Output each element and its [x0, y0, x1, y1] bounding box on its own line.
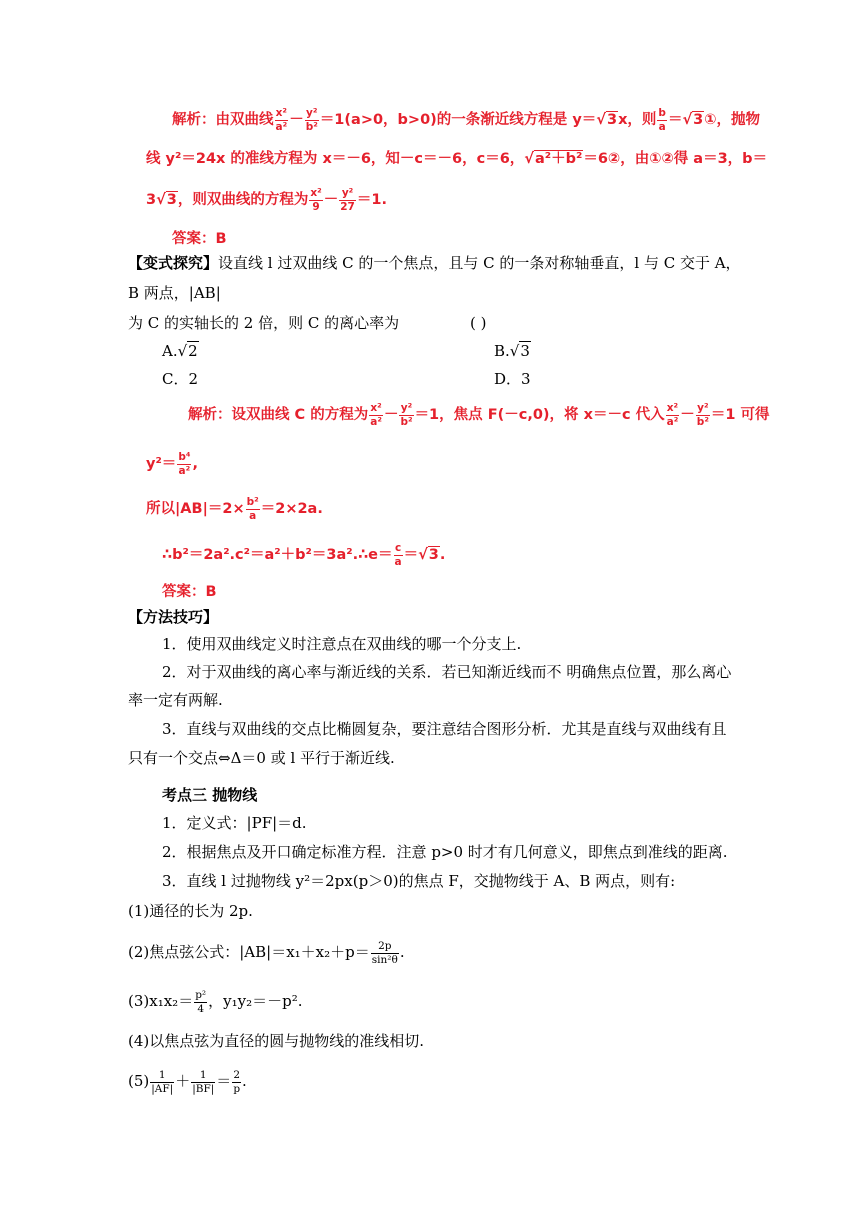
text: x，则	[618, 112, 657, 128]
sqrt: a²＋b²	[534, 151, 583, 167]
formula-1: (1)通径的长为 2p.	[128, 902, 253, 920]
text: ＝1，焦点 F(－c,0)，将 x＝－c 代入	[414, 407, 665, 423]
fraction: $\frac{c}{a}$	[394, 542, 402, 568]
text: 3	[146, 192, 157, 208]
tip-3b: 只有一个交点⇔Δ＝0 或 l 平行于渐近线.	[128, 749, 395, 767]
fraction: $\frac{b}{a}$	[658, 107, 666, 133]
variant-line3	[128, 312, 399, 334]
fraction: $\frac{\text{x²}}{\text{a²}}$	[370, 402, 382, 428]
option-b: B.√3	[494, 342, 530, 360]
analysis-label: 解析：	[172, 112, 216, 128]
section3-item1: 1．定义式：|PF|＝d.	[162, 814, 307, 832]
text: ，则双曲线的方程为	[177, 192, 309, 208]
analysis2-line1: 解析：设双曲线 C 的方程为 $\frac{\text{x²}}{\text{a²}}$ － $\frac{\text{y²}}{\text{b²}}$ ＝1，焦点 F(－c,0)，将 x＝－c 代入 $\frac{\text{x²}}{\text{a²}}$ － $\frac{\text{y²}}{\text{b²}}$ ＝1 可得	[188, 402, 770, 428]
sqrt: 3	[693, 112, 704, 128]
fraction: $\frac{1}{|AF|}$	[151, 1069, 174, 1095]
fraction: $\frac{\text{b²}}{a}$	[246, 496, 259, 522]
tips-title: 【方法技巧】	[128, 608, 219, 626]
tip-2a: 2．对于双曲线的离心率与渐近线的关系．若已知渐近线而不 明确焦点位置，那么离心	[162, 663, 732, 681]
fraction: $\frac{\text{x²}}{\text{a²}}$	[666, 402, 679, 428]
variant-line2: B 两点，|AB|	[128, 284, 221, 302]
fraction: $\frac{2p}{\text{sin²θ}}$	[371, 940, 398, 966]
answer2: 答案：B	[162, 584, 217, 600]
answer1: 答案：B	[172, 231, 227, 247]
analysis2-line3: 所以|AB|＝2× $\frac{\text{b²}}{a}$ ＝2×2a.	[146, 496, 323, 522]
tip-1: 1．使用双曲线定义时注意点在双曲线的哪一个分支上.	[162, 635, 522, 653]
formula-3: (3)x₁x₂＝ $\frac{\text{p²}}{4}$ ，y₁y₂＝－p².	[128, 989, 303, 1015]
tip-2b: 率一定有两解.	[128, 691, 223, 709]
text: ①，抛物	[704, 112, 760, 128]
answer-paren: ( )	[470, 314, 487, 332]
text: ＝	[667, 112, 683, 128]
text: ＝6②，由①②得 a＝3，b＝	[583, 151, 768, 167]
analysis1-line1: 解析：由双曲线 $\frac{\text{x²}}{\text{a²}}$ － $\frac{\text{y²}}{\text{b²}}$ ＝1(a>0，b>0)的一条渐近线方程是 y＝√3x，则 $\frac{b}{a}$ ＝√3①，抛物	[172, 107, 760, 133]
text: 设直线 l 过双曲线 C 的一个焦点，且与 C 的一条对称轴垂直，l 与 C 交于 A，	[218, 254, 741, 272]
text: 设双曲线 C 的方程为	[231, 407, 369, 423]
text: ＝1 可得	[710, 407, 770, 423]
section3-item3: 3．直线 l 过抛物线 y²＝2px(p＞0)的焦点 F，交抛物线于 A、B 两点，则有:	[162, 872, 676, 890]
analysis2-line2: y²＝ $\frac{\text{b⁴}}{\text{a²}}$ ,	[146, 451, 198, 477]
fraction: $\frac{\text{y²}}{27}$	[340, 187, 355, 213]
section3-item2: 2．根据焦点及开口确定标准方程．注意 p>0 时才有几何意义，即焦点到准线的距离.	[162, 843, 728, 861]
variant-line1	[128, 252, 741, 274]
analysis1-line3: 3√3，则双曲线的方程为 $\frac{\text{x²}}{9}$ － $\frac{\text{y²}}{27}$ ＝1.	[146, 187, 387, 213]
text: 由双曲线	[215, 112, 274, 128]
text: ＝1.	[356, 192, 387, 208]
option-a: A.√2	[162, 342, 198, 360]
fraction: $\frac{\text{b⁴}}{\text{a²}}$	[178, 451, 191, 477]
section3-title: 考点三 抛物线	[162, 786, 258, 804]
fraction: $\frac{1}{|BF|}$	[192, 1069, 215, 1095]
text: 为 C 的实轴长的 2 倍，则 C 的离心率为	[128, 314, 400, 332]
analysis1-line2: 线 y²＝24x 的准线方程为 x＝－6，知－c＝－6，c＝6，√a²＋b²＝6②，由①②得 a＝3，b＝	[146, 151, 768, 167]
formula-5: (5) $\frac{1}{|AF|}$ ＋ $\frac{1}{|BF|}$ ＝ $\frac{2}{p}$ .	[128, 1069, 247, 1095]
tip-3a: 3．直线与双曲线的交点比椭圆复杂，要注意结合图形分析．尤其是直线与双曲线有且	[162, 720, 727, 738]
formula-4: (4)以焦点弦为直径的圆与抛物线的准线相切.	[128, 1032, 425, 1050]
fraction: $\frac{\text{x²}}{9}$	[310, 187, 322, 213]
option-c: C．2	[162, 370, 199, 388]
analysis-label: 解析：	[188, 407, 232, 423]
variant-title: 【变式探究】	[128, 254, 219, 272]
fraction: $\frac{\text{p²}}{4}$	[195, 989, 207, 1015]
fraction: $\frac{2}{p}$	[233, 1069, 241, 1095]
sqrt: 3	[606, 112, 618, 128]
text: 线 y²＝24x 的准线方程为 x＝－6，知－c＝－6，c＝6，	[146, 151, 525, 167]
text: ＝1(a>0，b>0)的一条渐近线方程是 y＝	[319, 112, 597, 128]
analysis2-line4: ∴b²＝2a².c²＝a²＋b²＝3a².∴e＝ $\frac{c}{a}$ ＝√3.	[162, 542, 446, 568]
formula-2: (2)焦点弦公式：|AB|＝x₁＋x₂＋p＝ $\frac{2p}{\text{sin²θ}}$ .	[128, 940, 405, 966]
option-d: D．3	[494, 370, 531, 388]
fraction: $\frac{\text{y²}}{\text{b²}}$	[305, 107, 318, 133]
fraction: $\frac{\text{y²}}{\text{b²}}$	[696, 402, 709, 428]
fraction: $\frac{\text{y²}}{\text{b²}}$	[400, 402, 413, 428]
fraction: $\frac{\text{x²}}{\text{a²}}$	[275, 107, 288, 133]
sqrt: 3	[166, 192, 177, 208]
